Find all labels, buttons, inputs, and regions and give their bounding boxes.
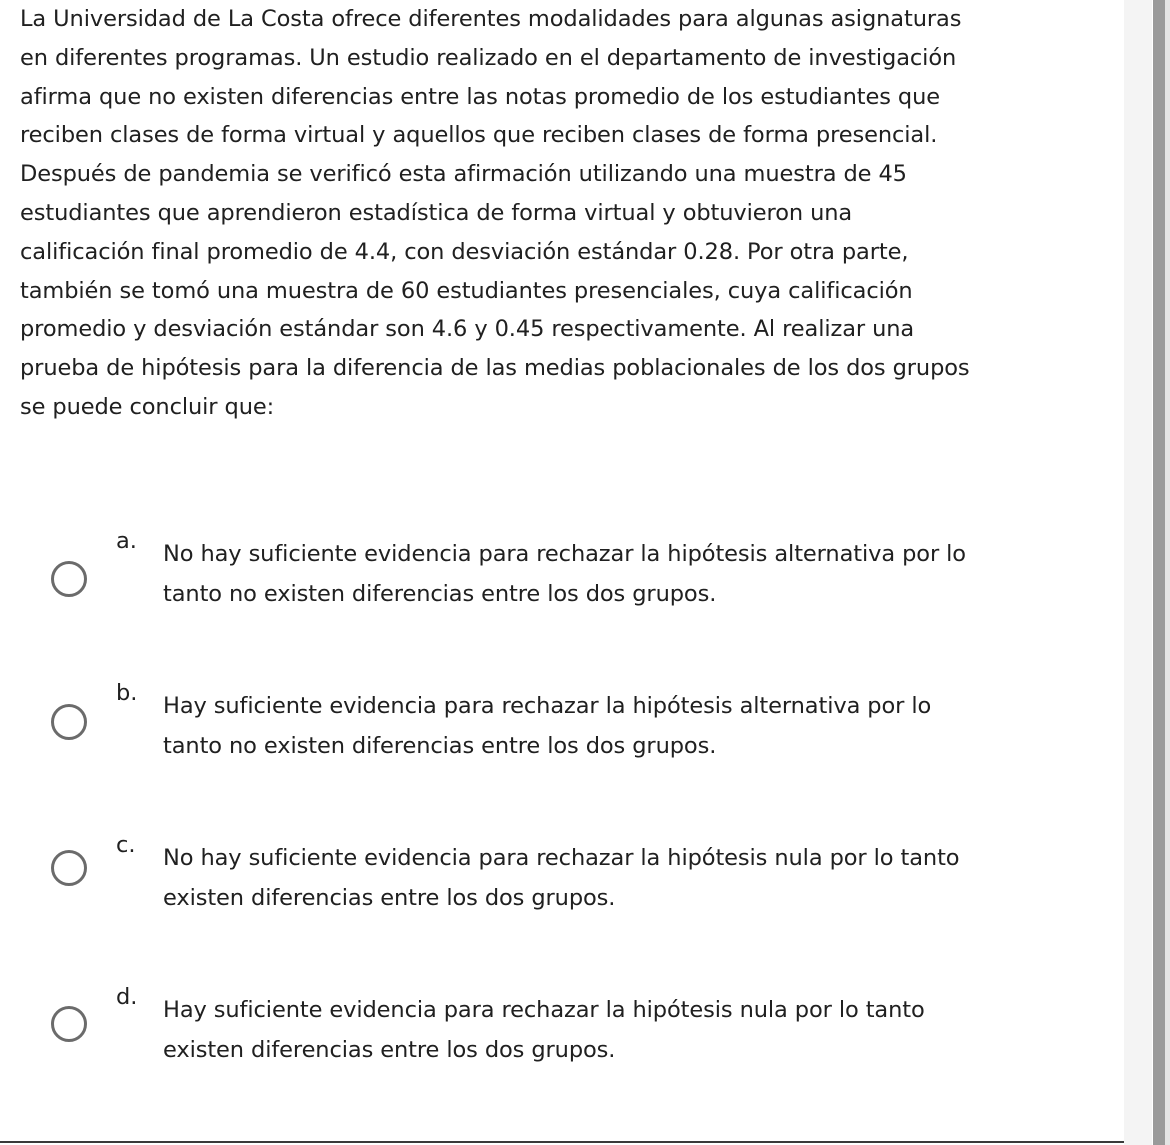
question-line: Después de pandemia se verificó esta afirmación utilizando una muestra de 45 xyxy=(20,161,907,188)
option-b[interactable] xyxy=(0,672,1120,792)
option-d-letter: d. xyxy=(116,984,138,1010)
option-a-letter: a. xyxy=(116,528,137,554)
option-b-line: tanto no existen diferencias entre los dos grupos. xyxy=(163,733,717,759)
question-line: en diferentes programas. Un estudio realizado en el departamento de investigación xyxy=(20,44,957,71)
option-a-radio[interactable] xyxy=(51,561,87,597)
question-line: La Universidad de La Costa ofrece diferentes modalidades para algunas asignaturas xyxy=(20,6,962,32)
option-d-line: existen diferencias entre los dos grupos. xyxy=(163,1037,616,1063)
question-line: calificación final promedio de 4.4, con desviación estándar 0.28. Por otra parte, xyxy=(20,238,909,265)
scrollbar-thumb[interactable] xyxy=(1153,0,1165,1145)
option-d-text[interactable] xyxy=(163,990,1083,1070)
option-c-text[interactable] xyxy=(163,838,1083,918)
scrollbar-track[interactable] xyxy=(1124,0,1152,1145)
option-d-line: Hay suficiente evidencia para rechazar la hipótesis nula por lo tanto xyxy=(163,997,925,1023)
option-b-text[interactable] xyxy=(163,686,1083,766)
option-c[interactable] xyxy=(0,824,1120,944)
question-line: estudiantes que aprendieron estadística de forma virtual y obtuvieron una xyxy=(20,199,853,226)
option-c-radio[interactable] xyxy=(51,850,87,886)
question-line: promedio y desviación estándar son 4.6 y 0.45 respectivamente. Al realizar una xyxy=(20,316,915,343)
option-c-line: existen diferencias entre los dos grupos. xyxy=(163,885,616,911)
option-c-line: No hay suficiente evidencia para rechazar la hipótesis nula por lo tanto xyxy=(163,845,960,871)
option-d[interactable] xyxy=(0,976,1120,1096)
scrollbar-edge xyxy=(1165,0,1170,1145)
option-b-letter: b. xyxy=(116,680,138,706)
option-a[interactable] xyxy=(0,520,1120,640)
question-line: prueba de hipótesis para la diferencia de las medias poblacionales de los dos grupos xyxy=(20,355,970,382)
question-line: se puede concluir que: xyxy=(20,393,275,420)
option-b-line: Hay suficiente evidencia para rechazar la hipótesis alternativa por lo xyxy=(163,693,932,719)
option-a-text[interactable] xyxy=(163,534,1083,614)
question-line: afirma que no existen diferencias entre las notas promedio de los estudiantes que xyxy=(20,83,940,110)
option-b-radio[interactable] xyxy=(51,704,87,740)
question-line: también se tomó una muestra de 60 estudiantes presenciales, cuya calificación xyxy=(20,277,913,304)
option-c-letter: c. xyxy=(116,832,136,858)
option-d-radio[interactable] xyxy=(51,1006,87,1042)
bottom-divider xyxy=(0,1141,1124,1143)
question-line: reciben clases de forma virtual y aquellos que reciben clases de forma presencial. xyxy=(20,122,938,149)
option-a-line: tanto no existen diferencias entre los dos grupos. xyxy=(163,581,717,607)
option-a-line: No hay suficiente evidencia para rechazar la hipótesis alternativa por lo xyxy=(163,541,966,567)
